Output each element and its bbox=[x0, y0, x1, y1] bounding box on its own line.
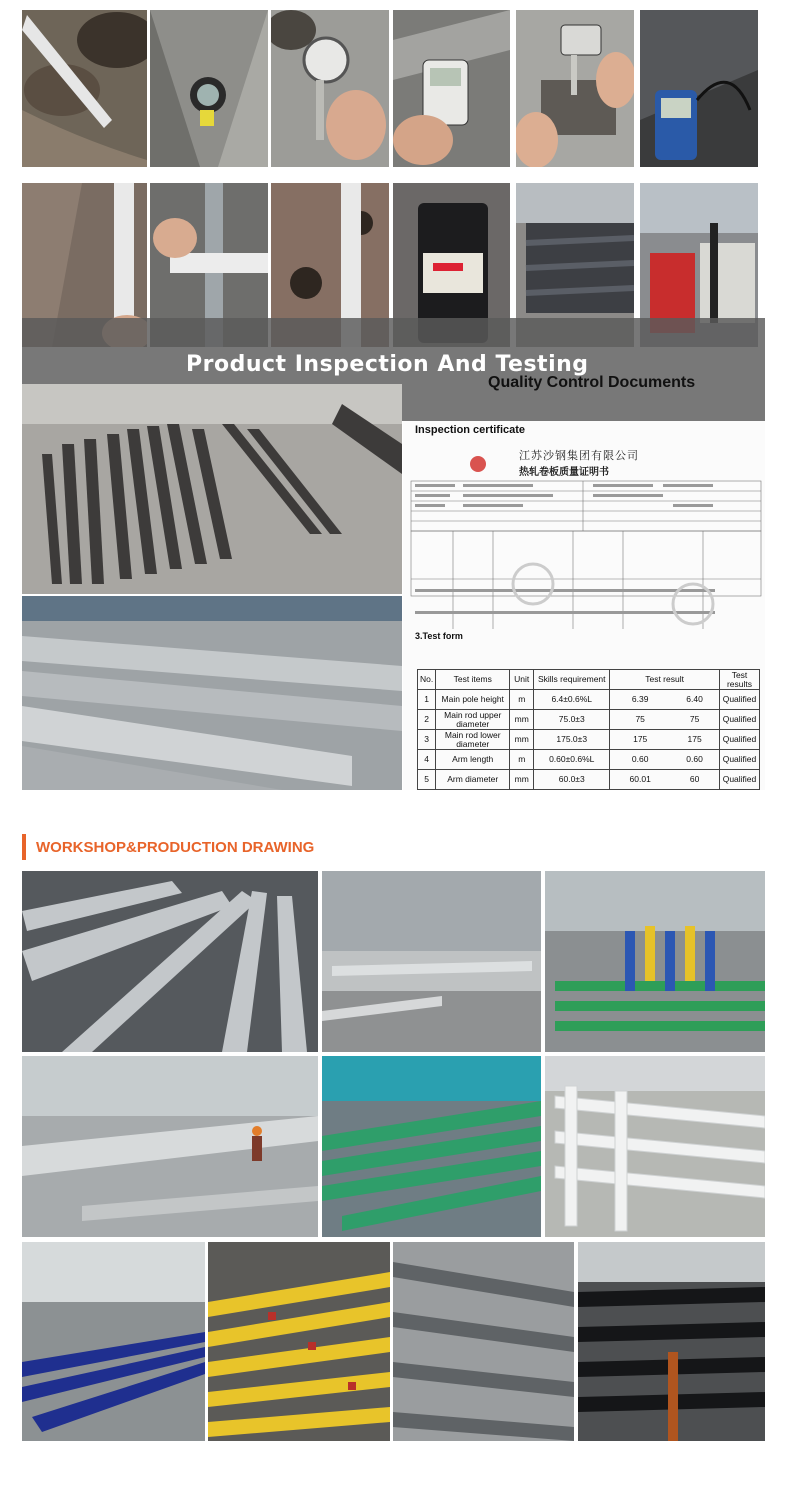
table-cell: Qualified bbox=[720, 690, 760, 710]
header-skills-requirement: Skills requirement bbox=[534, 670, 610, 690]
table-row bbox=[418, 730, 760, 750]
workshop-section-heading bbox=[22, 834, 314, 860]
table-cell: Qualified bbox=[720, 770, 760, 790]
table-cell: 0.60 bbox=[670, 750, 719, 770]
table-cell: 175 bbox=[610, 730, 670, 750]
table-cell: mm bbox=[510, 710, 534, 730]
table-row bbox=[418, 710, 760, 730]
table-cell: Qualified bbox=[720, 730, 760, 750]
table-cell: 6.39 bbox=[610, 690, 670, 710]
inspection-photo-galvanized-poles bbox=[22, 596, 402, 790]
table-cell: 6.4±0.6%L bbox=[534, 690, 610, 710]
table-cell: Main pole height bbox=[436, 690, 510, 710]
table-header-row bbox=[418, 670, 760, 690]
table-row bbox=[418, 750, 760, 770]
table-cell: 2 bbox=[418, 710, 436, 730]
test-form-table bbox=[417, 669, 760, 790]
header-test-result: Test result bbox=[610, 670, 720, 690]
inspection-photo-gauge-inside-pole bbox=[150, 10, 268, 167]
table-row bbox=[418, 690, 760, 710]
table-cell: m bbox=[510, 690, 534, 710]
header-test-items: Test items bbox=[436, 670, 510, 690]
workshop-title: WORKSHOP&PRODUCTION DRAWING bbox=[36, 838, 315, 856]
table-cell: 1 bbox=[418, 690, 436, 710]
table-cell: 3 bbox=[418, 730, 436, 750]
workshop-photo-black-poles bbox=[578, 1242, 765, 1441]
inspection-photo-coating-thickness-meter bbox=[393, 10, 510, 167]
table-cell: Qualified bbox=[720, 710, 760, 730]
table-cell: 0.60 bbox=[610, 750, 670, 770]
table-cell: 75 bbox=[670, 710, 719, 730]
header-test-results: Test results bbox=[720, 670, 760, 690]
table-cell: 5 bbox=[418, 770, 436, 790]
inspection-photo-thickness-gauge-blue bbox=[640, 10, 758, 167]
table-cell: 175 bbox=[670, 730, 719, 750]
table-cell: Arm length bbox=[436, 750, 510, 770]
certificate-title: Inspection certificate bbox=[415, 424, 526, 436]
section-accent-bar bbox=[22, 834, 26, 860]
header-unit: Unit bbox=[510, 670, 534, 690]
table-cell: m bbox=[510, 750, 534, 770]
workshop-photo-green-pole-stack bbox=[322, 1056, 541, 1237]
inspection-photo-digital-caliper-plate bbox=[516, 10, 634, 167]
table-cell: 75.0±3 bbox=[534, 710, 610, 730]
table-cell: 0.60±0.6%L bbox=[534, 750, 610, 770]
quality-control-title: Quality Control Documents bbox=[488, 374, 696, 391]
table-cell: mm bbox=[510, 770, 534, 790]
table-cell: 60 bbox=[670, 770, 719, 790]
workshop-photo-grey-poles bbox=[393, 1242, 574, 1441]
workshop-photo-white-poles bbox=[545, 1056, 765, 1237]
table-cell: 4 bbox=[418, 750, 436, 770]
table-cell: mm bbox=[510, 730, 534, 750]
quality-control-document bbox=[403, 421, 765, 790]
workshop-photo-yellow-poles bbox=[208, 1242, 390, 1441]
inspection-photo-dial-caliper bbox=[271, 10, 389, 167]
workshop-photo-pole-yard bbox=[322, 871, 541, 1052]
inspection-title: Product Inspection And Testing bbox=[186, 352, 589, 377]
table-cell: 75 bbox=[610, 710, 670, 730]
workshop-photo-workers-poles bbox=[22, 1056, 318, 1237]
table-cell: 60.01 bbox=[610, 770, 670, 790]
table-cell: Main rod lower diameter bbox=[436, 730, 510, 750]
table-cell: 6.40 bbox=[670, 690, 719, 710]
table-cell: 60.0±3 bbox=[534, 770, 610, 790]
certificate-company: 江苏沙钢集团有限公司 bbox=[519, 450, 639, 462]
workshop-photo-octagonal-poles bbox=[22, 871, 318, 1052]
header-no: No. bbox=[418, 670, 436, 690]
table-cell: Main rod upper diameter bbox=[436, 710, 510, 730]
workshop-photo-blue-poles bbox=[22, 1242, 205, 1441]
table-cell: Arm diameter bbox=[436, 770, 510, 790]
test-form-title: 3.Test form bbox=[415, 631, 463, 641]
table-row bbox=[418, 770, 760, 790]
inspection-photo-tape-measure-pipe bbox=[22, 10, 147, 167]
table-cell: 175.0±3 bbox=[534, 730, 610, 750]
table-cell: Qualified bbox=[720, 750, 760, 770]
workshop-photo-green-poles bbox=[545, 871, 765, 1052]
inspection-photo-steel-tubes bbox=[22, 384, 402, 594]
certificate-document-name: 热轧卷板质量证明书 bbox=[519, 467, 609, 478]
